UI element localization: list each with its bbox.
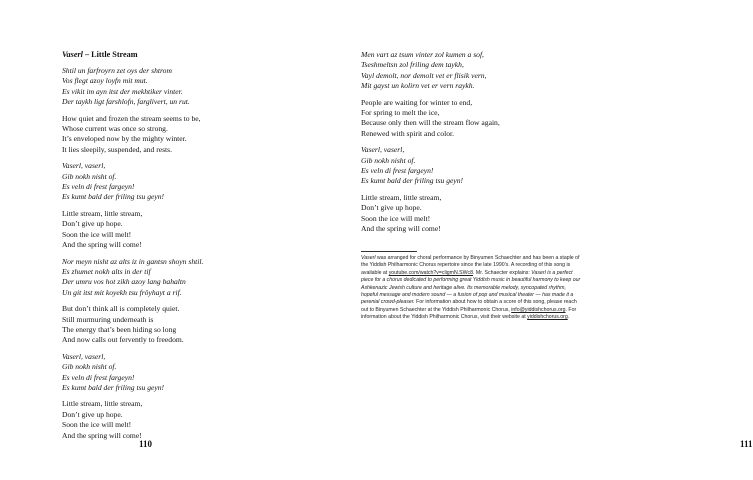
lyric-line: Renewed with spirit and color. — [361, 128, 455, 138]
left-page-lyrics — [62, 66, 290, 441]
lyric-line: But don’t think all is completely quiet. — [62, 304, 180, 314]
footnote-text-1: was arranged for choral performance by Binyumen Schaechter and has been a staple of the Yiddish Philharmonic Chorus repertoire since the late 1990’s. A recording of this song is available at — [361, 255, 580, 276]
lyric-line: Nor meyn nisht az alts iz in gantsn shoyn shtil. — [62, 256, 204, 266]
lyric-line: Soon the ice will melt! — [62, 420, 132, 430]
lyric-line: Gib nokh nisht of. — [62, 171, 117, 181]
lyric-line: Because only then will the stream flow again, — [361, 118, 500, 128]
footnote-quote: Vaserl is a perfect piece for a chorus dedicated to performing great Yiddish music in beautiful harmony to keep our Ashkenazic Jewish culture and heritage alive. Its memorable melody, syncopated rhythm, hopeful message and modern sound — a fusion of pop and musical theater — has made it a perenial crowd-pleaser. — [361, 269, 581, 306]
right-page-column — [361, 50, 583, 241]
footnote-text-4: . For information about the Yiddish Philharmonic Chorus, visit their website at — [361, 306, 577, 321]
stanza-english — [62, 304, 290, 346]
footnote — [361, 255, 583, 322]
song-title — [62, 50, 290, 59]
song-title-yiddish: Vaserl — [62, 50, 83, 59]
lyric-line: Un git itst mit koyekh tsu fröyhayt a rif. — [62, 287, 182, 297]
stanza-yiddish — [62, 161, 290, 203]
footnote-text-5: . — [567, 314, 570, 321]
lyric-line: And the spring will come! — [361, 224, 441, 234]
lyric-line: Vos flegt azoy loyfn mit mut. — [62, 76, 148, 86]
stanza-yiddish — [62, 352, 290, 394]
left-page-column — [62, 50, 290, 447]
lyric-line: It’s enveloped now by the mighty winter. — [62, 134, 187, 144]
lyric-line: Gib nokh nisht of. — [62, 362, 117, 372]
lyric-line: How quiet and frozen the stream seems to be, — [62, 113, 201, 123]
lyric-line: Little stream, little stream, — [62, 399, 143, 409]
lyric-line: Vayl demolt, nor demolt vet er flisik vern, — [361, 70, 487, 80]
lyric-line: Es veln di frest fargeyn! — [361, 166, 434, 176]
stanza-yiddish — [361, 50, 583, 92]
lyric-line: And now calls out fervently to freedom. — [62, 335, 184, 345]
lyric-line: Gib nokh nisht of. — [361, 155, 416, 165]
lyric-line: Es zhumet nokh alts in der tif — [62, 266, 151, 276]
lyric-line: Don’t give up hope. — [62, 219, 123, 229]
footnote-song-title: Vaserl — [361, 255, 376, 261]
stanza-english — [62, 114, 290, 156]
lyric-line: For spring to melt the ice, — [361, 108, 440, 118]
lyric-line: Whose current was once so strong. — [62, 124, 168, 134]
lyric-line: Es kumt bald der friling tsu geyn! — [62, 192, 165, 202]
song-title-english: Little Stream — [91, 50, 138, 59]
lyric-line: Es kumt bald der friling tsu geyn! — [62, 382, 165, 392]
stanza-english — [361, 98, 583, 140]
lyric-line: Es vikit im ayn itst der mekhtiker vinter. — [62, 86, 183, 96]
website-link[interactable]: yiddishchorus.org — [527, 314, 568, 321]
lyric-line: The energy that’s been hiding so long — [62, 324, 177, 334]
lyric-line: Shtil un farfroyrn zet oys der shtrom — [62, 66, 172, 75]
lyric-line: It lies sleepily, suspended, and rests. — [62, 144, 173, 154]
lyric-line: Don’t give up hope. — [361, 203, 422, 213]
stanza-english — [62, 209, 290, 251]
lyric-line: Tseshmeltsn zol friling dem taykh, — [361, 60, 464, 70]
stanza-yiddish — [361, 145, 583, 187]
lyric-line: Es veln di frest fargeyn! — [62, 182, 135, 192]
stanza-yiddish — [62, 257, 290, 299]
page-number-right: 111 — [740, 439, 753, 449]
lyric-line: Der taykh ligt farshlofn, farglivert, un rut. — [62, 97, 190, 107]
footnote-text-2: . Mr. Schaecter explains: — [473, 269, 532, 276]
lyric-line: Vaserl, vaserl, — [62, 161, 106, 171]
lyric-line: Mit gayst un kolirn vet er vern raykh. — [361, 81, 475, 91]
title-separator: – — [84, 50, 90, 59]
lyric-line: People are waiting for winter to end, — [361, 97, 473, 107]
lyric-line: Vaserl, vaserl, — [62, 351, 106, 361]
lyric-line: Little stream, little stream, — [62, 208, 143, 218]
lyric-line: Soon the ice will melt! — [361, 213, 431, 223]
left-page — [0, 0, 300, 480]
lyric-line: Es kumt bald der friling tsu geyn! — [361, 176, 464, 186]
lyric-line: Men vart az tsum vinter zol kumen a sof, — [361, 50, 484, 59]
lyric-line: Vaserl, vaserl, — [361, 145, 405, 155]
lyric-line: Don’t give up hope. — [62, 409, 123, 419]
youtube-link[interactable]: youtube.com/watch?v=cligmN.SWc8 — [388, 269, 474, 276]
lyric-line: Der umru vos hot zikh azoy lang bahaltn — [62, 277, 186, 287]
lyric-line: And the spring will come! — [62, 240, 142, 250]
lyric-line: Still murmuring underneath is — [62, 314, 154, 324]
lyric-line: And the spring will come! — [62, 430, 142, 440]
stanza-english — [62, 399, 290, 441]
footnote-divider — [361, 251, 417, 252]
lyric-line: Little stream, little stream, — [361, 192, 442, 202]
stanza-english — [361, 193, 583, 235]
lyric-line: Soon the ice will melt! — [62, 229, 132, 239]
right-page-lyrics — [361, 50, 583, 235]
footnote-text-3: For information about how to obtain a score of this song, please reach out to Binyumen Schaechter at the Yiddish Philharmonic Chorus, — [361, 299, 577, 313]
email-link[interactable]: info@yiddishchorus.org — [511, 306, 566, 313]
page-number-left: 110 — [139, 439, 153, 449]
stanza-yiddish — [62, 66, 290, 108]
lyric-line: Es veln di frest fargeyn! — [62, 372, 135, 382]
